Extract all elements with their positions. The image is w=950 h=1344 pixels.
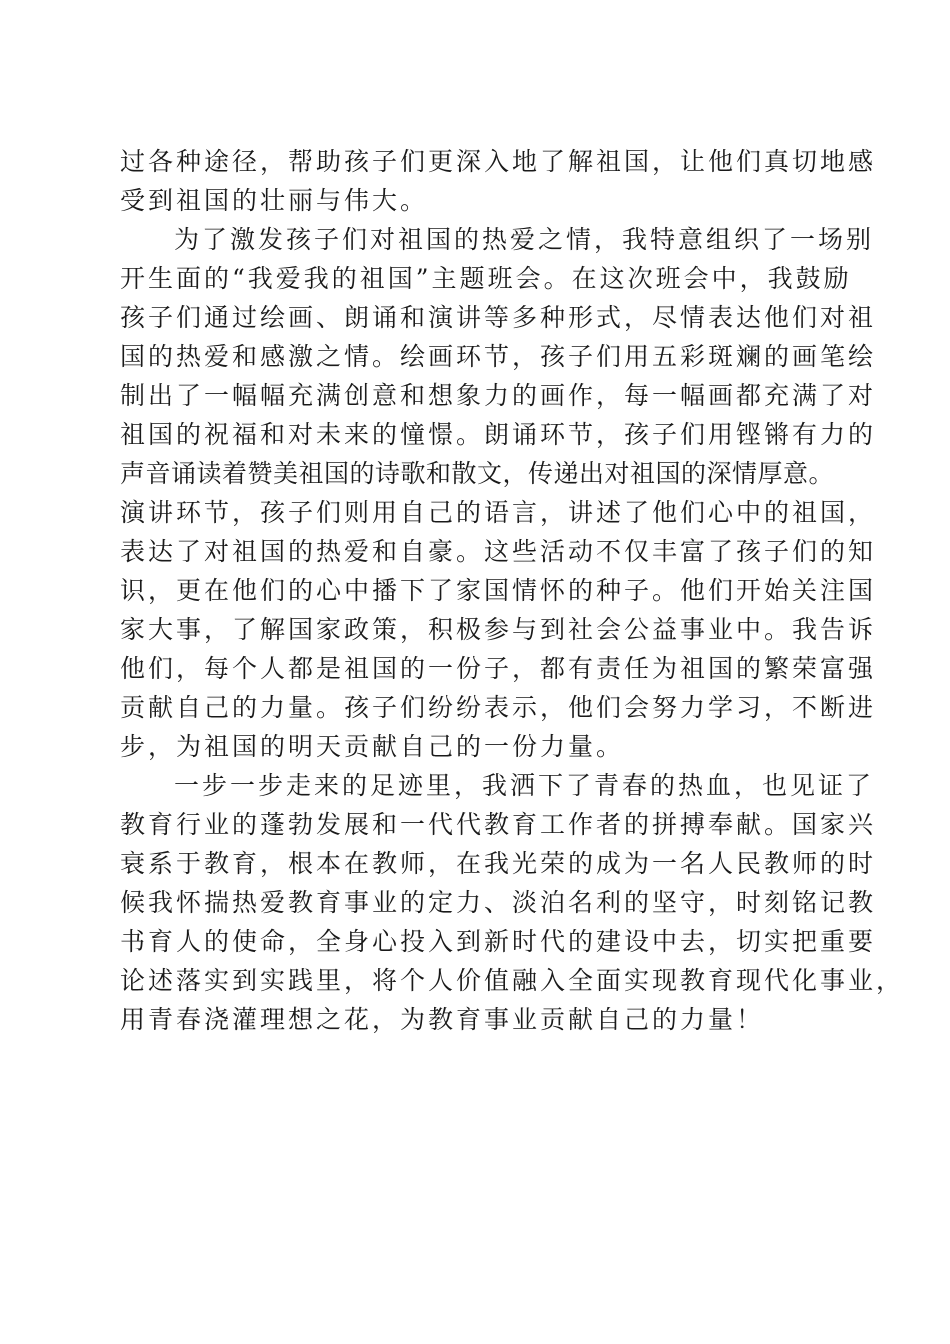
text-line: 表达了对祖国的热爱和自豪。这些活动不仅丰富了孩子们的知 xyxy=(120,537,877,566)
text-line: 教育行业的蓬勃发展和一代代教育工作者的拼搏奉献。国家兴 xyxy=(120,810,877,839)
text-line: 声音诵读着赞美祖国的诗歌和散文，传递出对祖国的深情厚意。 xyxy=(120,459,835,488)
text-line: 祖国的祝福和对未来的憧憬。朗诵环节，孩子们用铿锵有力的 xyxy=(120,420,877,449)
text-line: 孩子们通过绘画、朗诵和演讲等多种形式，尽情表达他们对祖 xyxy=(120,303,877,332)
text-line: 制出了一幅幅充满创意和想象力的画作，每一幅画都充满了对 xyxy=(120,381,877,410)
text-line: 受到祖国的壮丽与伟大。 xyxy=(120,186,429,215)
text-line: 识，更在他们的心中播下了家国情怀的种子。他们开始关注国 xyxy=(120,576,877,605)
text-line: 论述落实到实践里，将个人价值融入全面实现教育现代化事业， xyxy=(120,966,905,995)
text-line: 候我怀揣热爱教育事业的定力、淡泊名利的坚守，时刻铭记教 xyxy=(120,888,877,917)
text-line: 他们，每个人都是祖国的一份子，都有责任为祖国的繁荣富强 xyxy=(120,654,877,683)
text-line: 用青春浇灌理想之花，为教育事业贡献自己的力量！ xyxy=(120,1005,765,1034)
paragraph-2 xyxy=(120,220,877,766)
text-line: 衰系于教育，根本在教师，在我光荣的成为一名人民教师的时 xyxy=(120,849,877,878)
text-line: 过各种途径，帮助孩子们更深入地了解祖国，让他们真切地感 xyxy=(120,147,877,176)
text-line: 为了激发孩子们对祖国的热爱之情，我特意组织了一场别 xyxy=(174,225,875,254)
text-line: 国的热爱和感激之情。绘画环节，孩子们用五彩斑斓的画笔绘 xyxy=(120,342,877,371)
paragraph-1 xyxy=(120,142,877,220)
text-line: 贡献自己的力量。孩子们纷纷表示，他们会努力学习，不断进 xyxy=(120,693,877,722)
text-line: 演讲环节，孩子们则用自己的语言，讲述了他们心中的祖国， xyxy=(120,498,877,527)
text-line: 家大事，了解国家政策，积极参与到社会公益事业中。我告诉 xyxy=(120,615,877,644)
text-line: 书育人的使命，全身心投入到新时代的建设中去，切实把重要 xyxy=(120,927,877,956)
document-body xyxy=(120,142,905,1039)
text-line: 开生面的“我爱我的祖国”主题班会。在这次班会中，我鼓励 xyxy=(120,264,852,293)
text-line: 一步一步走来的足迹里，我洒下了青春的热血，也见证了 xyxy=(174,771,875,800)
paragraph-3 xyxy=(120,766,905,1039)
text-line: 步，为祖国的明天贡献自己的一份力量。 xyxy=(120,732,625,761)
